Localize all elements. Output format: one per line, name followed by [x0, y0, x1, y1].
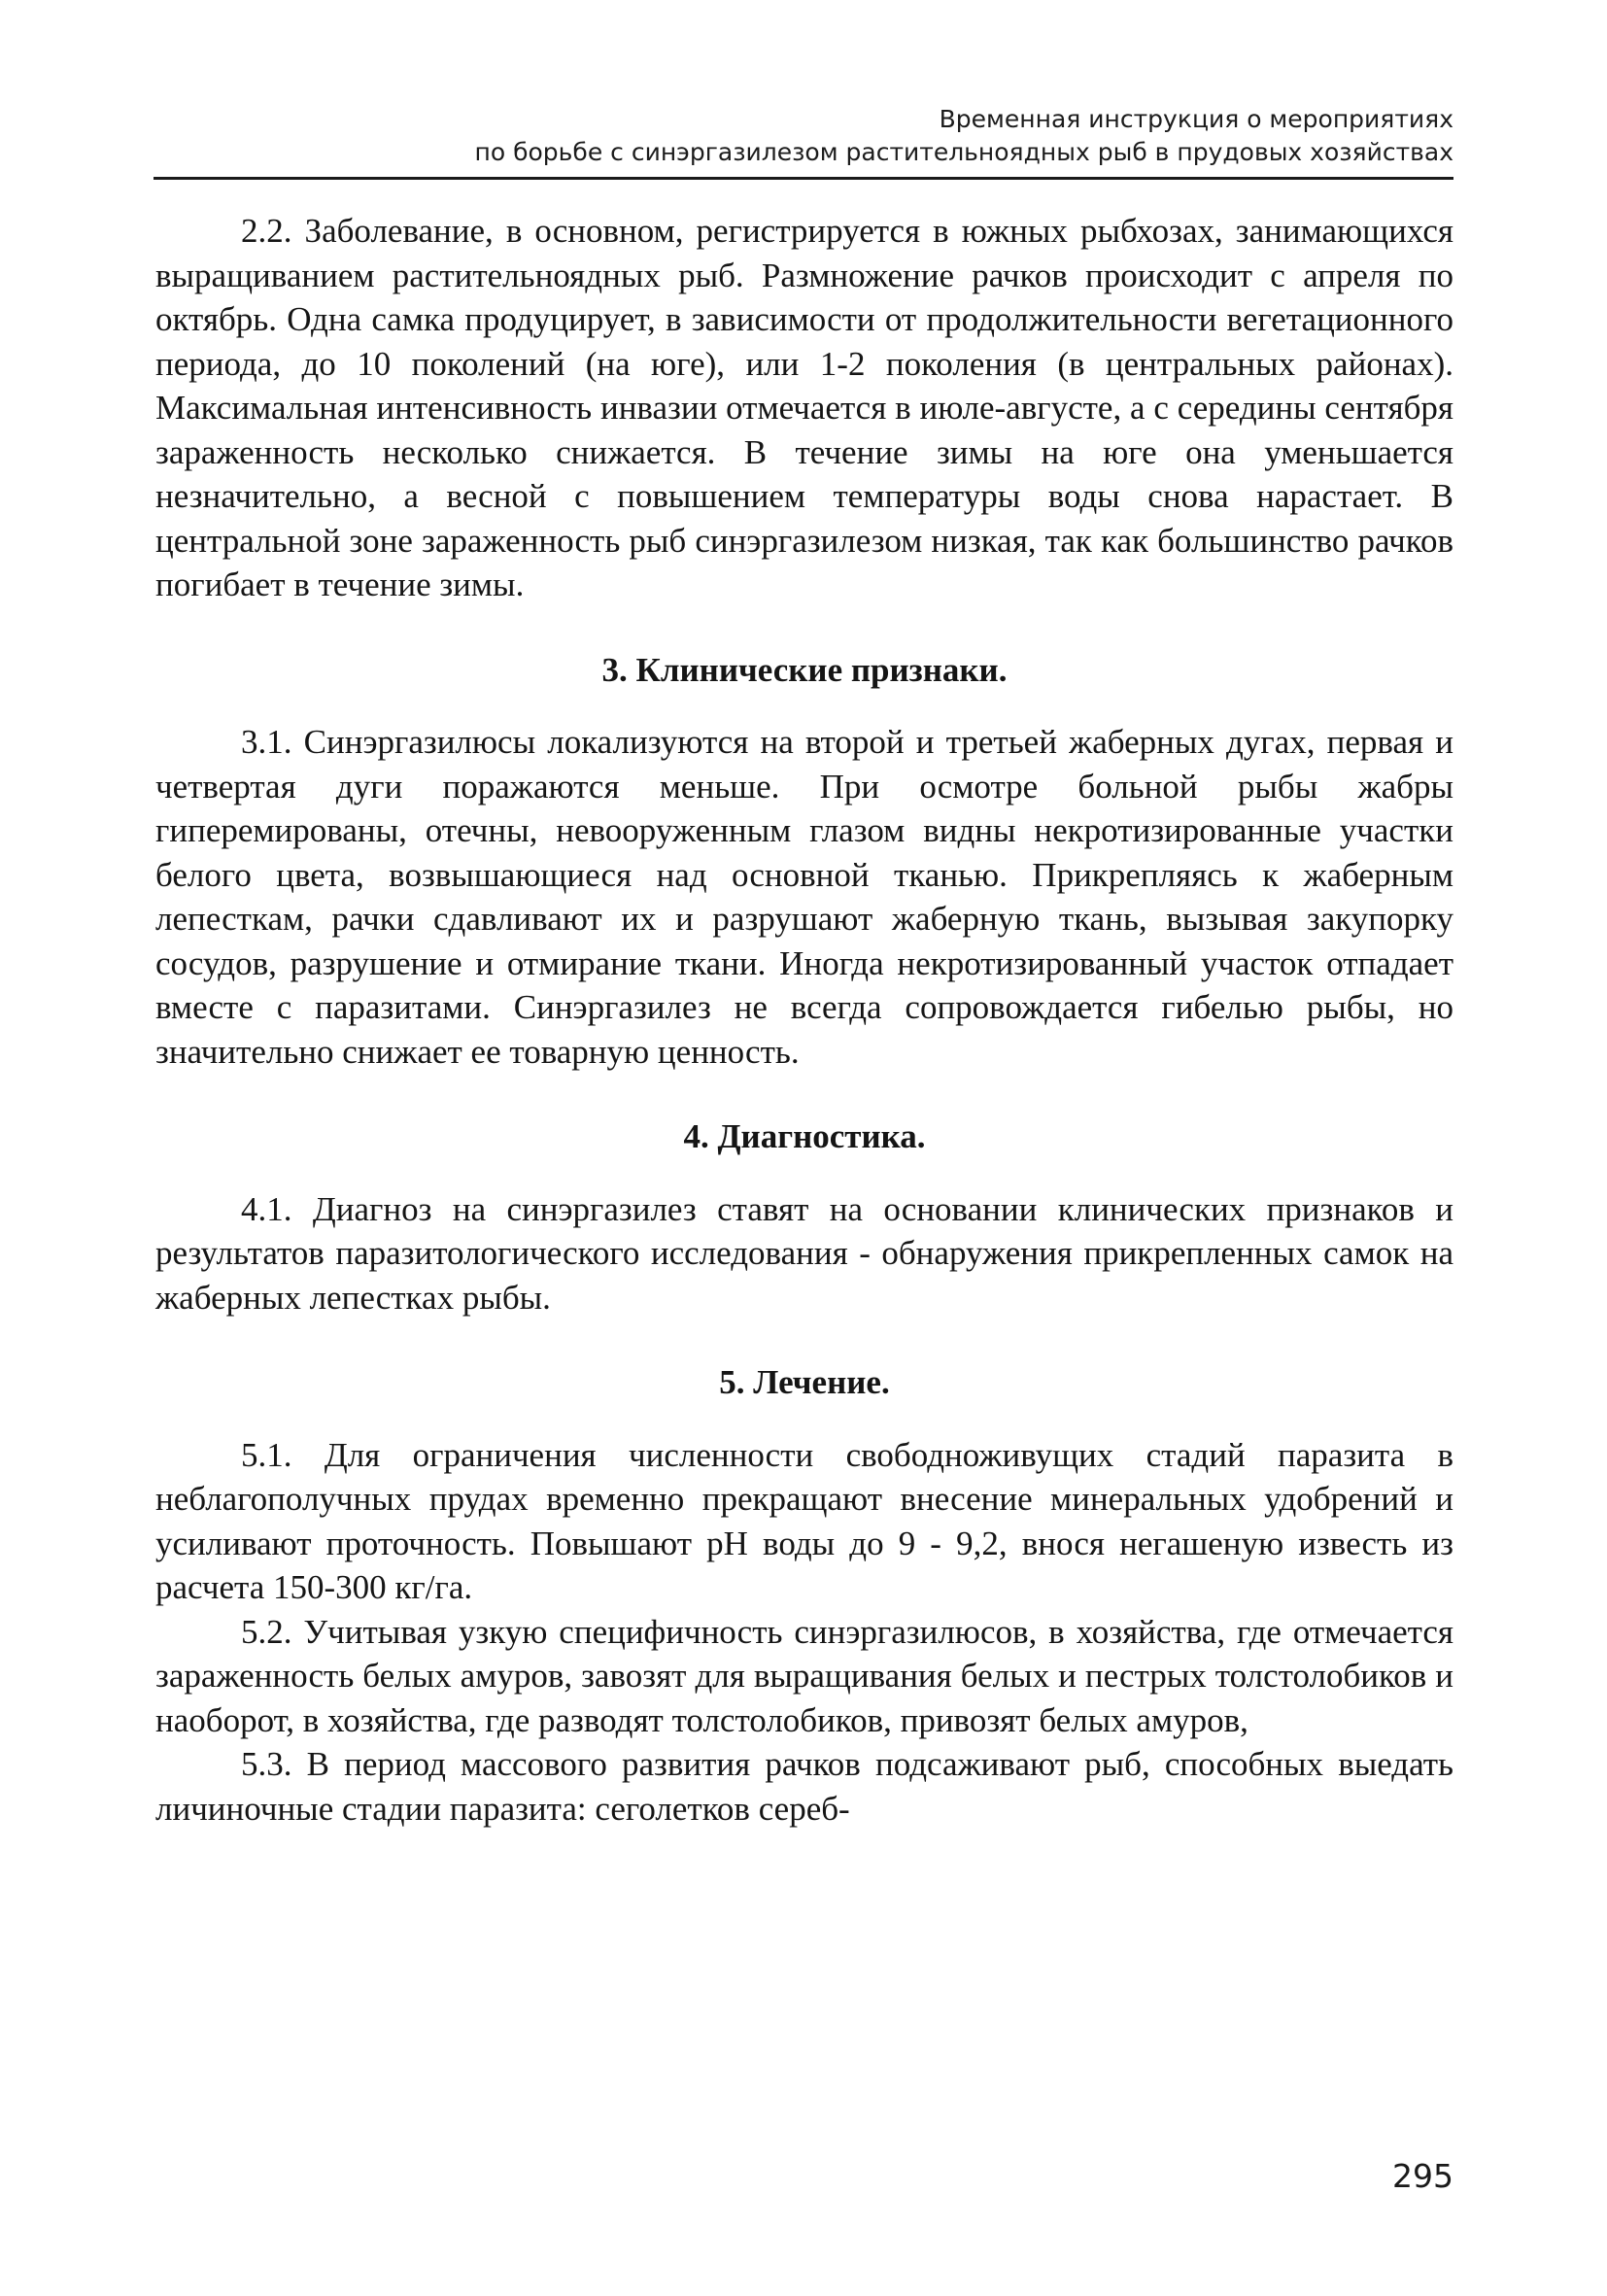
- section-4-title: 4. Диагностика.: [683, 1117, 926, 1155]
- paragraph-5-1: 5.1. Для ограничения численности свободноживущих стадий паразита в неблагополучных прудах временно прекращают внесение минеральных удобрений и усиливают проточность. Повышают pH воды до 9 - 9,2, внося негашеную известь из расчета 150-300 кг/га.: [155, 1435, 1453, 1606]
- running-header: [154, 103, 1453, 169]
- header-divider: [154, 177, 1453, 180]
- document-body: [155, 209, 1453, 1831]
- paragraph-3-1: 3.1. Синэргазилюсы локализуются на второй и третьей жаберных дугах, первая и четвертая дуги поражаются меньше. При осмотре больной рыбы жабры гиперемированы, отечны, невооруженным глазом видны некротизированные участки белого цвета, возвышающиеся над основной тканью. Прикрепляясь к жаберным лепесткам, рачки сдавливают их и разрушают жаберную ткань, вызывая закупорку сосудов, разрушение и отмирание ткани. Иногда некротизированный участок отпадает вместе с паразитами. Синэргазилез не всегда сопровождается гибелью рыбы, но значительно снижает ее товарную ценность.: [155, 723, 1453, 1071]
- paragraph-4-1: 4.1. Диагноз на синэргазилез ставят на основании клинических признаков и результатов паразитологического исследования - обнаружения прикрепленных самок на жаберных лепестках рыбы.: [155, 1189, 1453, 1317]
- header-title-line-2: по борьбе с синэргазилезом растительноядных рыб в прудовых хозяйствах: [474, 138, 1453, 166]
- paragraph-5-2: 5.2. Учитывая узкую специфичность синэргазилюсов, в хозяйства, где отмечается зараженность белых амуров, завозят для выращивания белых и пестрых толстолобиков и наоборот, в хозяйства, где разводят толстолобиков, привозят белых амуров,: [155, 1612, 1453, 1739]
- paragraph-5-3: 5.3. В период массового развития рачков подсаживают рыб, способных выедать личиночные стадии паразита: сеголетков сереб-: [155, 1745, 1453, 1828]
- paragraph-2-2: 2.2. Заболевание, в основном, регистрируется в южных рыбхозах, занимающихся выращиванием растительноядных рыб. Размножение рачков происходит с апреля по октябрь. Одна самка продуцирует, в зависимости от продолжительности вегетационного периода, до 10 поколений (на юге), или 1-2 поколения (в центральных районах). Максимальная интенсивность инвазии отмечается в июле-августе, а с середины сентября зараженность несколько снижается. В течение зимы на юге она уменьшается незначительно, а весной с повышением температуры воды снова нарастает. В центральной зоне зараженность рыб синэргазилезом низкая, так как большинство рачков погибает в течение зимы.: [155, 212, 1453, 603]
- section-5-title: 5. Лечение.: [719, 1363, 890, 1401]
- header-title-line-1: Временная инструкция о мероприятиях: [939, 105, 1453, 133]
- section-3-title: 3. Клинические признаки.: [601, 650, 1008, 689]
- page-number: 295: [1392, 2157, 1453, 2195]
